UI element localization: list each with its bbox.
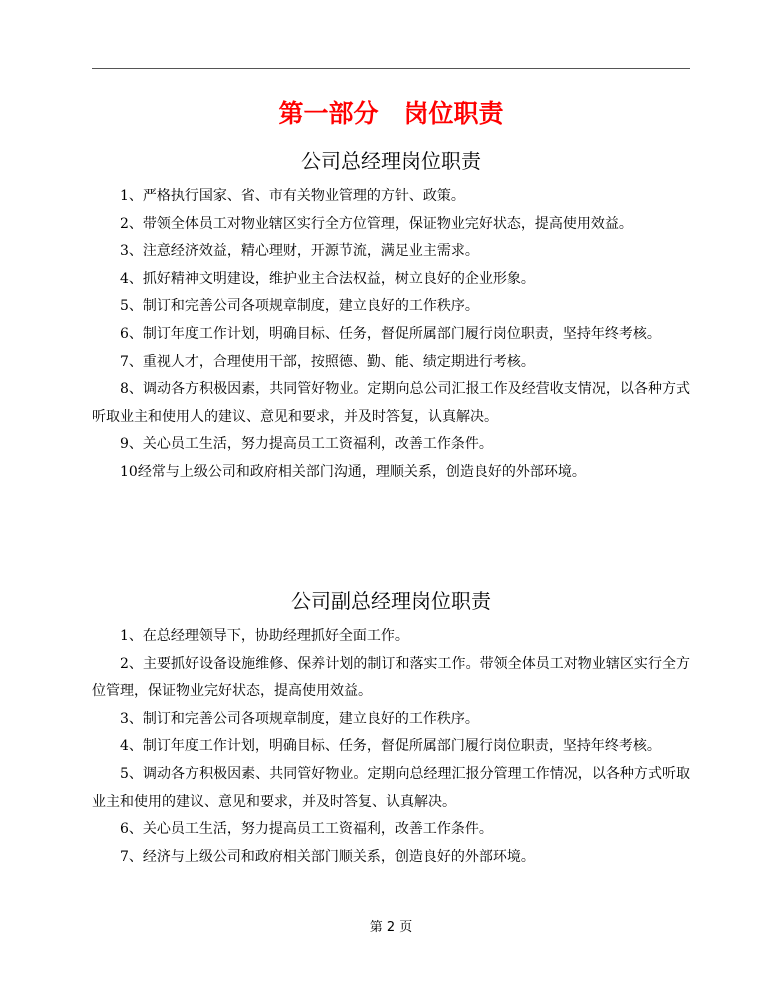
list-item: 9、关心员工生活，努力提高员工工资福利，改善工作条件。	[120, 436, 493, 453]
list-item: 7、经济与上级公司和政府相关部门顺关系，创造良好的外部环境。	[120, 848, 535, 865]
list-item: 1、在总经理领导下，协助经理抓好全面工作。	[120, 628, 409, 644]
list-item: 4、制订年度工作计划，明确目标、任务，督促所属部门履行岗位职责，坚持年终考核。	[120, 738, 661, 755]
list-item: 5、调动各方积极因素、共同管好物业。定期向总经理汇报分管理工作情况，以各种方式听取业主和使用的建议、意见和要求，并及时答复、认真解决。	[92, 765, 690, 810]
list-item: 6、制订年度工作计划，明确目标、任务，督促所属部门履行岗位职责，坚持年终考核。	[120, 325, 661, 342]
list-item: 10经常与上级公司和政府相关部门沟通，理顺关系，创造良好的外部环境。	[120, 463, 586, 480]
list-item: 5、制订和完善公司各项规章制度，建立良好的工作秩序。	[120, 298, 479, 315]
header-rule	[92, 68, 690, 69]
list-item: 4、抓好精神文明建设，维护业主合法权益，树立良好的企业形象。	[120, 270, 535, 287]
section-deputy-general-manager	[92, 586, 690, 871]
list-item: 7、重视人才，合理使用干部，按照德、勤、能、绩定期进行考核。	[120, 353, 535, 370]
section-general-manager	[92, 146, 690, 487]
list-item: 1、严格执行国家、省、市有关物业管理的方针、政策。	[120, 188, 465, 204]
part-title: 第一部分 岗位职责	[278, 99, 504, 128]
section-title: 公司副总经理岗位职责	[291, 589, 491, 613]
section-title: 公司总经理岗位职责	[301, 149, 481, 173]
list-item: 3、制订和完善公司各项规章制度，建立良好的工作秩序。	[120, 710, 479, 727]
list-item: 2、带领全体员工对物业辖区实行全方位管理，保证物业完好状态，提高使用效益。	[120, 215, 633, 232]
list-item: 2、主要抓好设备设施维修、保养计划的制订和落实工作。带领全体员工对物业辖区实行全方位管理，保证物业完好状态，提高使用效益。	[92, 655, 690, 700]
list-item: 6、关心员工生活，努力提高员工工资福利，改善工作条件。	[120, 821, 493, 838]
list-item: 3、注意经济效益，精心理财，开源节流，满足业主需求。	[120, 243, 479, 260]
list-item: 8、调动各方积极因素，共同管好物业。定期向总公司汇报工作及经营收支情况，以各种方式听取业主和使用人的建议、意见和要求，并及时答复，认真解决。	[92, 381, 690, 425]
page-number: 第 2 页	[369, 920, 413, 935]
